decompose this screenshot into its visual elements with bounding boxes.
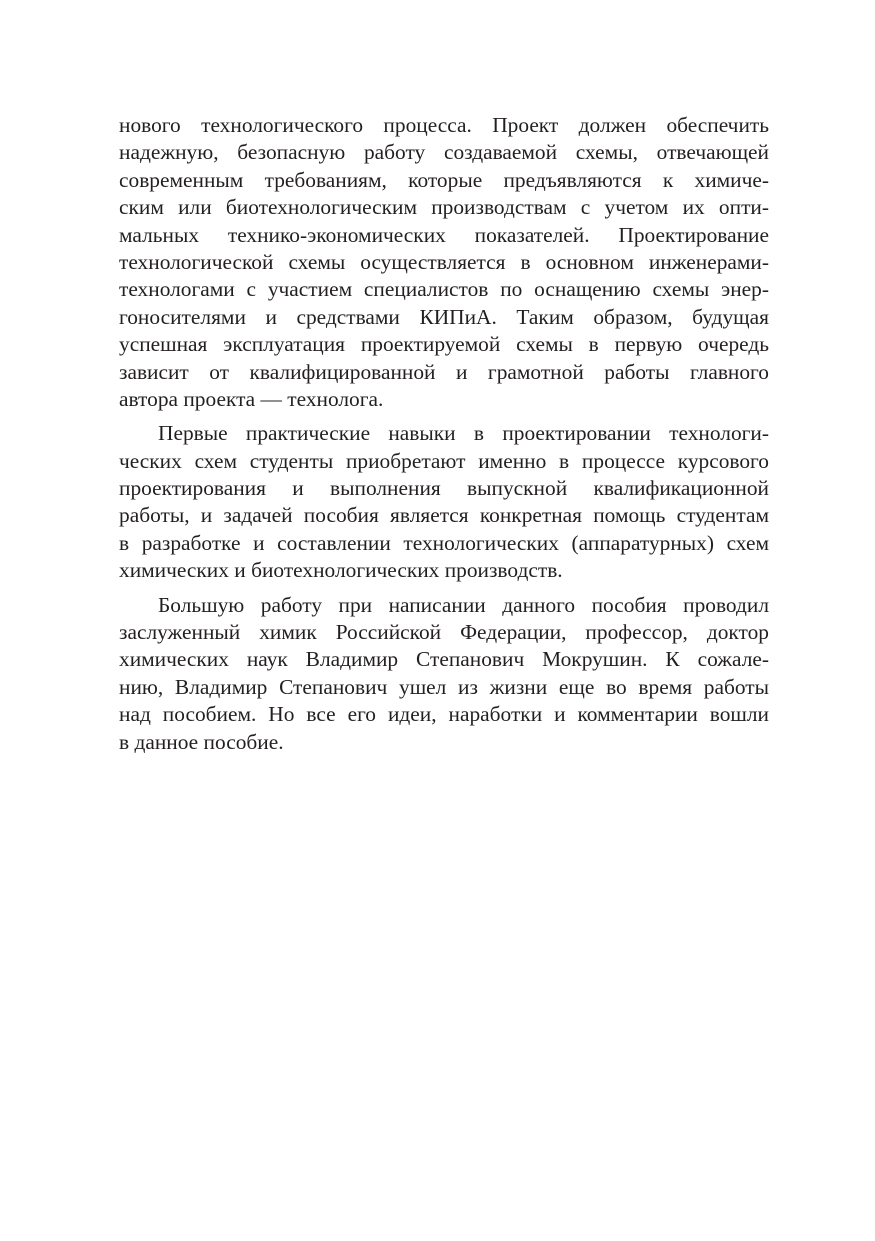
text-line: химических и биотехнологических производств.	[119, 558, 563, 583]
text-line: ским или биотехнологическим производствам с учетом их опти-	[119, 195, 769, 220]
text-line: технологами с участием специалистов по оснащению схемы энер-	[119, 277, 769, 302]
text-line: Большую работу при написании данного пособия проводил	[158, 592, 769, 617]
text-line: нию, Владимир Степанович ушел из жизни еще во время работы	[119, 674, 769, 699]
text-line: над пособием. Но все его идеи, наработки и комментарии вошли	[119, 702, 769, 727]
text-line: зависит от квалифицированной и грамотной работы главного	[119, 359, 769, 384]
text-line: в данное пособие.	[119, 729, 284, 754]
text-line: автора проекта — технолога.	[119, 386, 384, 411]
text-line: нового технологического процесса. Проект должен обеспечить	[119, 113, 769, 137]
text-line: современным требованиям, которые предъявляются к химиче-	[119, 167, 769, 192]
text-line: технологической схемы осуществляется в основном инженерами-	[119, 249, 769, 274]
paragraph-3	[119, 592, 769, 756]
paragraph-2	[119, 420, 769, 584]
text-line: ческих схем студенты приобретают именно в процессе курсового	[119, 448, 769, 473]
text-line: мальных технико-экономических показателей. Проектирование	[119, 222, 769, 247]
text-line: Первые практические навыки в проектировании технологи-	[158, 421, 769, 446]
text-line: надежную, безопасную работу создаваемой схемы, отвечающей	[119, 140, 769, 165]
paragraph-1	[119, 112, 769, 413]
text-line: химических наук Владимир Степанович Мокрушин. К сожале-	[119, 647, 769, 672]
text-line: в разработке и составлении технологических (аппаратурных) схем	[119, 530, 769, 555]
text-line: проектирования и выполнения выпускной квалификационной	[119, 476, 769, 501]
text-line: успешная эксплуатация проектируемой схемы в первую очередь	[119, 332, 769, 357]
text-line: работы, и задачей пособия является конкретная помощь студентам	[119, 503, 769, 528]
text-line: гоносителями и средствами КИПиА. Таким образом, будущая	[119, 304, 769, 329]
document-page	[119, 112, 769, 763]
text-line: заслуженный химик Российской Федерации, профессор, доктор	[119, 620, 769, 645]
